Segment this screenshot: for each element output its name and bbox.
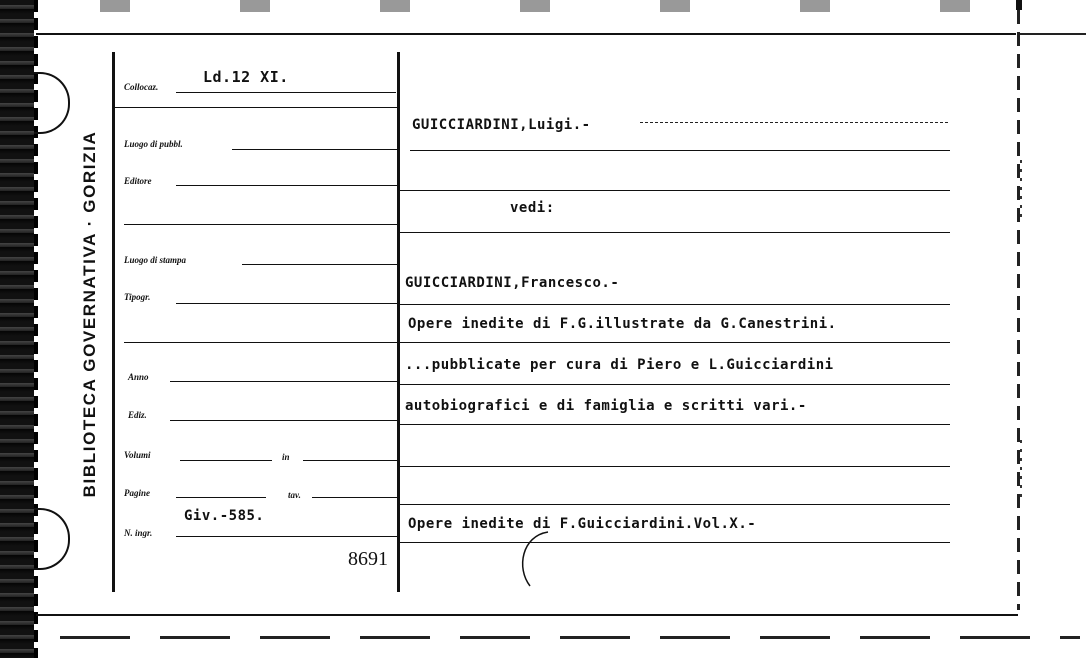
label-pagine: Pagine: [124, 488, 150, 498]
entry-rule-8: [400, 466, 950, 467]
label-editore: Editore: [124, 176, 152, 186]
scan-dots: [1020, 160, 1022, 220]
entry-rule-9: [400, 504, 950, 505]
entry-rule-6: [400, 384, 950, 385]
rule-editore: [176, 185, 397, 186]
rule-luogo-stampa: [242, 264, 397, 265]
rule-luogo-pubbl: [232, 149, 397, 150]
scan-right-line: [1018, 33, 1086, 35]
rule-ediz: [170, 420, 397, 421]
value-n-ingr: Giv.-585.: [184, 508, 265, 524]
label-ediz: Ediz.: [128, 410, 147, 420]
label-tipografia: Tipogr.: [124, 292, 151, 302]
rule-n-ingr: [176, 536, 397, 537]
rule-tipografia: [176, 303, 397, 304]
label-luogo-pubbl: Luogo di pubbl.: [124, 139, 183, 149]
value-collocazione: Ld.12 XI.: [203, 68, 289, 86]
rule-volumi: [180, 460, 272, 461]
rule-anno: [170, 381, 397, 382]
card-right-border: [1017, 10, 1020, 610]
entry-rule-2: [400, 190, 950, 191]
label-in: in: [282, 452, 290, 462]
scan-corner-mark: [1016, 0, 1022, 10]
entry-rule-4: [400, 304, 950, 305]
label-n-ingr: N. ingr.: [124, 528, 153, 538]
rule-pagine: [176, 497, 266, 498]
rule-tav: [312, 497, 397, 498]
scan-top-artifacts: [40, 0, 1080, 12]
entry-rule-1-dash: [640, 122, 948, 123]
label-anno: Anno: [128, 372, 149, 382]
entry-line-5: ...pubblicate per cura di Piero e L.Guicciardini: [405, 357, 834, 373]
left-vertical-rule: [112, 52, 115, 592]
punch-hole-top: [34, 72, 70, 134]
rule-separator: [114, 107, 397, 108]
entry-line-6: autobiografici e di famiglia e scritti vari.-: [405, 398, 807, 414]
scan-dots: [1020, 440, 1022, 500]
label-collocazione: Collocaz.: [124, 82, 159, 92]
rule-in: [303, 460, 397, 461]
card-top-border: [36, 33, 1016, 35]
scan-bottom-artifacts: [60, 636, 1080, 639]
entry-rule-7: [400, 424, 950, 425]
entry-line-1: GUICCIARDINI,Luigi.-: [412, 117, 591, 133]
card-bottom-border: [36, 614, 1018, 616]
label-luogo-stampa: Luogo di stampa: [124, 255, 187, 265]
entry-line-2: vedi:: [510, 200, 555, 216]
entry-line-3: GUICCIARDINI,Francesco.-: [405, 275, 620, 291]
scan-binding-edge: [0, 0, 34, 658]
rule-editore-2: [124, 224, 397, 225]
entry-rule-10: [400, 542, 950, 543]
entry-rule-1: [410, 150, 950, 151]
rule-tipografia-2: [124, 342, 397, 343]
entry-line-7: Opere inedite di F.Guicciardini.Vol.X.-: [408, 516, 757, 532]
label-tav: tav.: [288, 490, 301, 500]
rule-collocazione: [176, 92, 396, 93]
scan-arc-mark: [512, 528, 552, 590]
label-volumi: Volumi: [124, 450, 151, 460]
entry-rule-3: [400, 232, 950, 233]
middle-vertical-rule: [397, 52, 400, 592]
punch-hole-bottom: [34, 508, 70, 570]
library-stamp: BIBLIOTECA GOVERNATIVA · GORIZIA: [80, 130, 99, 498]
entry-rule-5: [400, 342, 950, 343]
handwritten-number: 8691: [348, 548, 388, 570]
entry-line-4: Opere inedite di F.G.illustrate da G.Canestrini.: [408, 316, 837, 332]
